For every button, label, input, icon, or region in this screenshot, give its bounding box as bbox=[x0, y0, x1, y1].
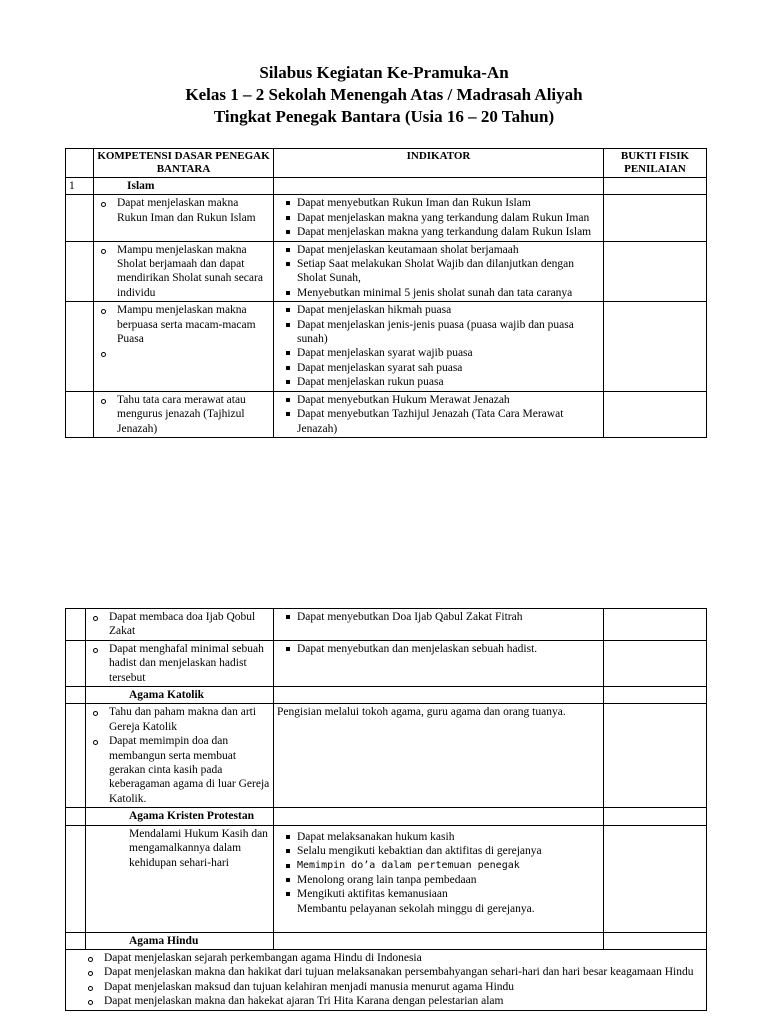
protestan-kompetensi: Mendalami Hukum Kasih dan mengamalkannya dalam kehidupan sehari-hari bbox=[86, 825, 274, 932]
protestan-extra: Membantu pelayanan sekolah minggu di gerejanya. bbox=[297, 902, 535, 915]
list-item: Dapat menyebutkan Hukum Merawat Jenazah bbox=[277, 393, 600, 407]
list-item: Dapat menjelaskan syarat wajib puasa bbox=[277, 346, 600, 360]
document-title bbox=[0, 62, 768, 128]
table-row bbox=[66, 825, 707, 932]
list-item: Dapat menjelaskan makna dan hakikat dari tujuan melaksanakan persembahyangan sehari-hari dan hari besar keagamaan Hindu bbox=[84, 965, 703, 979]
list-item: Mampu menjelaskan makna Sholat berjamaah dan dapat mendirikan Sholat sunah secara individu bbox=[97, 243, 270, 301]
list-item: Tahu tata cara merawat atau mengurus jenazah (Tajhizul Jenazah) bbox=[97, 393, 270, 436]
section-row-protestan bbox=[66, 808, 707, 825]
header-kompetensi: KOMPETENSI DASAR PENEGAK BANTARA bbox=[94, 149, 274, 178]
table-header-row bbox=[66, 149, 707, 178]
section-title-islam: Islam bbox=[94, 178, 274, 195]
list-item: Dapat menyebutkan Rukun Iman dan Rukun Islam bbox=[277, 196, 600, 210]
list-item: Dapat menjelaskan syarat sah puasa bbox=[277, 361, 600, 375]
list-item: Memimpin do’a dalam pertemuan penegak bbox=[277, 859, 600, 873]
list-item: Dapat melaksanakan hukum kasih bbox=[277, 830, 600, 844]
table-row bbox=[66, 302, 707, 391]
list-item: Dapat menjelaskan rukun puasa bbox=[277, 375, 600, 389]
list-item: Dapat membaca doa Ijab Qobul Zakat bbox=[89, 610, 270, 639]
syllabus-table-2 bbox=[65, 608, 707, 1011]
header-bukti: BUKTI FISIK PENILAIAN bbox=[604, 149, 707, 178]
title-line-3: Tingkat Penegak Bantara (Usia 16 – 20 Tahun) bbox=[213, 107, 555, 126]
list-item: Menyebutkan minimal 5 jenis sholat sunah dan tata caranya bbox=[277, 286, 600, 300]
list-item: Dapat menjelaskan makna Rukun Iman dan Rukun Islam bbox=[97, 196, 270, 225]
table-row bbox=[66, 195, 707, 241]
table-row bbox=[66, 241, 707, 302]
list-item: Dapat menyebutkan Doa Ijab Qabul Zakat Fitrah bbox=[277, 610, 600, 624]
table-row bbox=[66, 391, 707, 437]
list-item: Mengikuti aktifitas kemanusiaan bbox=[277, 887, 600, 901]
table-row bbox=[66, 704, 707, 808]
list-item: Dapat menjelaskan maksud dan tujuan kelahiran menjadi manusia menurut agama Hindu bbox=[84, 980, 703, 994]
list-item: Dapat menjelaskan jenis-jenis puasa (puasa wajib dan puasa sunah) bbox=[277, 318, 600, 347]
section-title-katolik: Agama Katolik bbox=[86, 687, 274, 704]
section-row-islam bbox=[66, 178, 707, 195]
section-title-hindu: Agama Hindu bbox=[86, 932, 274, 949]
list-item: Setiap Saat melakukan Sholat Wajib dan dilanjutkan dengan Sholat Sunah, bbox=[277, 257, 600, 286]
title-line-2: Kelas 1 – 2 Sekolah Menengah Atas / Madrasah Aliyah bbox=[185, 85, 583, 104]
list-item: Dapat menjelaskan keutamaan sholat berjamaah bbox=[277, 243, 600, 257]
table-row bbox=[66, 949, 707, 1010]
list-item: Dapat menjelaskan hikmah puasa bbox=[277, 303, 600, 317]
header-indikator: INDIKATOR bbox=[274, 149, 604, 178]
row-number: 1 bbox=[66, 178, 94, 195]
list-item: Dapat menjelaskan makna yang terkandung dalam Rukun Islam bbox=[277, 225, 600, 239]
table-row bbox=[66, 609, 707, 641]
syllabus-table-1 bbox=[65, 148, 707, 438]
list-item: Dapat menghafal minimal sebuah hadist dan menjelaskan hadist tersebut bbox=[89, 642, 270, 685]
section-title-protestan: Agama Kristen Protestan bbox=[86, 808, 274, 825]
list-item: Dapat menyebutkan dan menjelaskan sebuah hadist. bbox=[277, 642, 600, 656]
list-item: Dapat menyebutkan Tazhijul Jenazah (Tata Cara Merawat Jenazah) bbox=[277, 407, 600, 436]
list-item: Dapat memimpin doa dan membangun serta membuat gerakan cinta kasih pada keberagaman agama di luar Gereja Katolik. bbox=[89, 734, 270, 806]
list-item: Dapat menjelaskan sejarah perkembangan agama Hindu di Indonesia bbox=[84, 951, 703, 965]
list-item: Selalu mengikuti kebaktian dan aktifitas di gerejanya bbox=[277, 844, 600, 858]
list-item: Dapat menjelaskan makna dan hakekat ajaran Tri Hita Karana dengan pelestarian alam bbox=[84, 994, 703, 1008]
header-no bbox=[66, 149, 94, 178]
section-row-hindu bbox=[66, 932, 707, 949]
list-item: Tahu dan paham makna dan arti Gereja Katolik bbox=[89, 705, 270, 734]
list-item: Mampu menjelaskan makna berpuasa serta macam-macam Puasa bbox=[97, 303, 270, 346]
table-row bbox=[66, 640, 707, 686]
title-line-1: Silabus Kegiatan Ke-Pramuka-An bbox=[259, 63, 509, 82]
list-item: Menolong orang lain tanpa pembedaan bbox=[277, 873, 600, 887]
section-row-katolik bbox=[66, 687, 707, 704]
list-item bbox=[97, 346, 270, 360]
list-item: Dapat menjelaskan makna yang terkandung dalam Rukun Iman bbox=[277, 211, 600, 225]
katolik-indikator: Pengisian melalui tokoh agama, guru agama dan orang tuanya. bbox=[274, 704, 604, 808]
